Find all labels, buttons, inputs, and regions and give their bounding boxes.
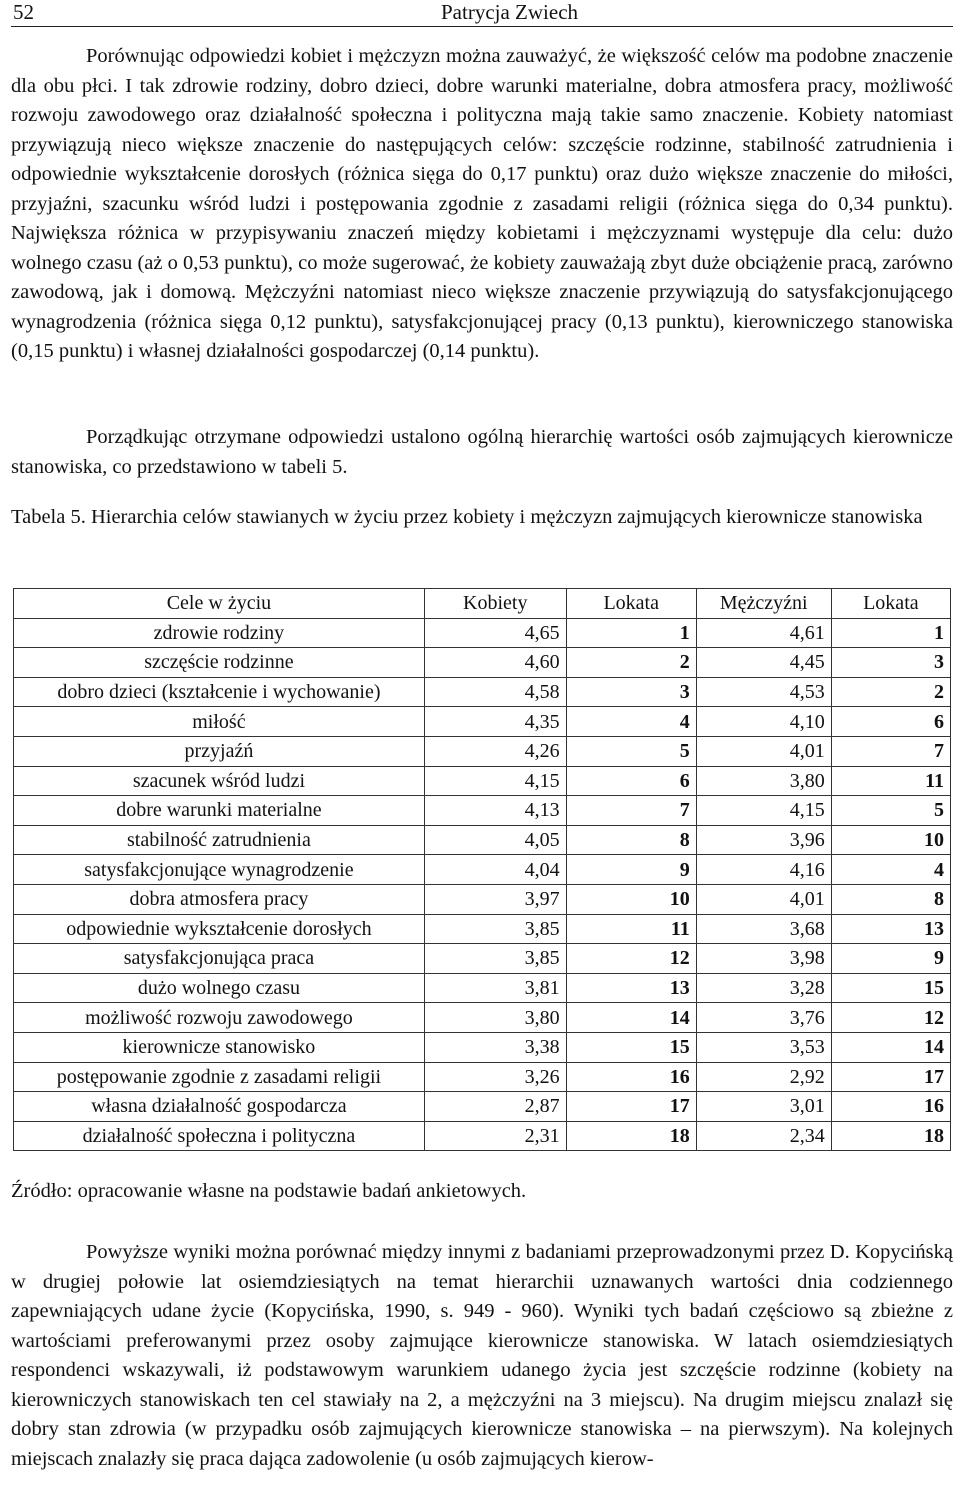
- column-header-men: Mężczyźni: [696, 589, 831, 619]
- table-cell-goal: możliwość rozwoju zawodowego: [14, 1003, 425, 1033]
- table-cell-men-rank: 16: [831, 1092, 950, 1122]
- table-body: [14, 618, 951, 1151]
- table-cell-goal: dużo wolnego czasu: [14, 973, 425, 1003]
- table-cell-men-score: 4,16: [696, 855, 831, 885]
- table-row: [14, 914, 951, 944]
- table-cell-men-score: 3,68: [696, 914, 831, 944]
- table-row: [14, 677, 951, 707]
- table-cell-women-score: 4,04: [424, 855, 566, 885]
- goals-table: [13, 588, 951, 1151]
- table-cell-men-score: 3,28: [696, 973, 831, 1003]
- table-cell-men-rank: 1: [831, 618, 950, 648]
- table-cell-men-score: 3,80: [696, 766, 831, 796]
- table-cell-women-score: 3,38: [424, 1032, 566, 1062]
- table-cell-women-rank: 8: [566, 825, 696, 855]
- table-cell-men-score: 4,61: [696, 618, 831, 648]
- paragraph-text: Powyższe wyniki można porównać między innymi z badaniami przeprowadzonymi przez D. Kopycińską w drugiej połowie lat osiemdziesiątych na temat hierarchii uznawanych wartości dnia codziennego zapewniających udane życie (Kopycińska, 1990, s. 949 - 960). Wyniki tych badań częściowo są zbieżne z wartościami preferowanymi przez osoby zajmujące kierownicze stanowiska. W latach osiemdziesiątych respondenci wskazywali, iż podstawowym warunkiem udanego życia jest szczęście rodzinne (kobiety na kierowniczych stanowiskach ten cel stawiały na 2, a mężczyźni na 3 miejscu). Na drugim miejscu znalazł się dobry stan zdrowia (w przypadku osób zajmujących kierownicze stanowiska – na pierwszym). Na kolejnych miejscach znalazły się praca dająca zadowolenie (u osób zajmujących kierow-: [11, 1241, 953, 1470]
- table-cell-women-score: 3,81: [424, 973, 566, 1003]
- table-cell-women-rank: 10: [566, 884, 696, 914]
- table-cell-men-rank: 3: [831, 648, 950, 678]
- paragraph-text: Porządkując otrzymane odpowiedzi ustalono ogólną hierarchię wartości osób zajmujących kierownicze stanowiska, co przedstawiono w tabeli 5.: [11, 426, 953, 478]
- table-cell-men-rank: 15: [831, 973, 950, 1003]
- table-cell-women-score: 4,58: [424, 677, 566, 707]
- table-cell-women-rank: 5: [566, 736, 696, 766]
- table-row: [14, 766, 951, 796]
- column-header-women-rank: Lokata: [566, 589, 696, 619]
- table-cell-women-score: 4,05: [424, 825, 566, 855]
- table-cell-men-score: 3,76: [696, 1003, 831, 1033]
- table-cell-women-score: 4,35: [424, 707, 566, 737]
- table-cell-women-rank: 7: [566, 796, 696, 826]
- table-cell-women-rank: 16: [566, 1062, 696, 1092]
- table-cell-women-rank: 13: [566, 973, 696, 1003]
- table-row: [14, 648, 951, 678]
- table-cell-men-rank: 10: [831, 825, 950, 855]
- table-cell-goal: dobra atmosfera pracy: [14, 884, 425, 914]
- table-cell-men-rank: 11: [831, 766, 950, 796]
- table-cell-men-score: 3,96: [696, 825, 831, 855]
- table-cell-goal: zdrowie rodziny: [14, 618, 425, 648]
- column-header-women: Kobiety: [424, 589, 566, 619]
- table-cell-men-score: 3,01: [696, 1092, 831, 1122]
- table-cell-goal: satysfakcjonujące wynagrodzenie: [14, 855, 425, 885]
- table-cell-goal: stabilność zatrudnienia: [14, 825, 425, 855]
- table-cell-women-score: 4,26: [424, 736, 566, 766]
- table-cell-men-rank: 7: [831, 736, 950, 766]
- table-cell-goal: miłość: [14, 707, 425, 737]
- table-cell-goal: kierownicze stanowisko: [14, 1032, 425, 1062]
- table-cell-men-rank: 18: [831, 1121, 950, 1151]
- table-cell-goal: działalność społeczna i polityczna: [14, 1121, 425, 1151]
- table-cell-men-score: 4,45: [696, 648, 831, 678]
- paragraph-kopycinska: [11, 1238, 953, 1474]
- table-row: [14, 1121, 951, 1151]
- table-cell-women-rank: 18: [566, 1121, 696, 1151]
- table-cell-women-rank: 6: [566, 766, 696, 796]
- table-cell-men-rank: 17: [831, 1062, 950, 1092]
- table-cell-women-score: 3,26: [424, 1062, 566, 1092]
- table-cell-men-rank: 6: [831, 707, 950, 737]
- paragraph-text: Porównując odpowiedzi kobiet i mężczyzn można zauważyć, że większość celów ma podobne znaczenie dla obu płci. I tak zdrowie rodziny, dobro dzieci, dobre warunki materialne, dobra atmosfera pracy, możliwość rozwoju zawodowego oraz działalność społeczna i polityczna mają takie samo znaczenie. Kobiety natomiast przywiązują nieco większe znaczenie do następujących celów: szczęście rodzinne, stabilność zatrudnienia i odpowiednie wykształcenie dorosłych (różnica sięga do 0,17 punktu) oraz dużo większe znaczenie do miłości, przyjaźni, szacunku wśród ludzi i postępowania zgodnie z zasadami religii (różnica sięga do 0,34 punktu). Największa różnica w przypisywaniu znaczeń między kobietami i mężczyznami występuje dla celu: dużo wolnego czasu (aż o 0,53 punktu), co może sugerować, że kobiety zauważają zbyt duże obciążenie pracą, zarówno zawodową, jak i domową. Mężczyźni natomiast nieco większe znaczenie przywiązują do satysfakcjonującego wynagrodzenia (różnica sięga 0,12 punktu), satysfakcjonującej pracy (0,13 punktu), kierowniczego stanowiska (0,15 punktu) i własnej działalności gospodarczej (0,14 punktu).: [11, 45, 953, 362]
- table-row: [14, 1092, 951, 1122]
- table-cell-men-score: 4,01: [696, 884, 831, 914]
- table-cell-men-rank: 8: [831, 884, 950, 914]
- table-row: [14, 707, 951, 737]
- column-header-men-rank: Lokata: [831, 589, 950, 619]
- table-cell-men-score: 4,10: [696, 707, 831, 737]
- paragraph-hierarchy-intro: [11, 423, 953, 482]
- table-cell-men-score: 4,15: [696, 796, 831, 826]
- table-cell-women-score: 2,87: [424, 1092, 566, 1122]
- table-cell-men-rank: 13: [831, 914, 950, 944]
- table-cell-men-score: 3,53: [696, 1032, 831, 1062]
- table-row: [14, 884, 951, 914]
- table-cell-men-score: 2,92: [696, 1062, 831, 1092]
- running-head-author: Patrycja Zwiech: [441, 0, 579, 24]
- running-header: [11, 0, 953, 27]
- table-cell-men-rank: 5: [831, 796, 950, 826]
- table-row: [14, 618, 951, 648]
- table-cell-women-rank: 12: [566, 944, 696, 974]
- table-cell-goal: dobro dzieci (kształcenie i wychowanie): [14, 677, 425, 707]
- table-cell-women-rank: 15: [566, 1032, 696, 1062]
- table-cell-women-score: 3,80: [424, 1003, 566, 1033]
- table-cell-goal: satysfakcjonująca praca: [14, 944, 425, 974]
- table-cell-men-score: 4,53: [696, 677, 831, 707]
- table-cell-women-score: 3,85: [424, 914, 566, 944]
- table-cell-women-score: 3,97: [424, 884, 566, 914]
- page-number: 52: [13, 0, 34, 24]
- table-cell-goal: szacunek wśród ludzi: [14, 766, 425, 796]
- table-header-row: [14, 589, 951, 619]
- table-cell-women-rank: 2: [566, 648, 696, 678]
- table-cell-women-score: 4,15: [424, 766, 566, 796]
- table-cell-women-rank: 14: [566, 1003, 696, 1033]
- table-cell-men-rank: 9: [831, 944, 950, 974]
- column-header-goal: Cele w życiu: [14, 589, 425, 619]
- table-cell-goal: przyjaźń: [14, 736, 425, 766]
- table-cell-goal: własna działalność gospodarcza: [14, 1092, 425, 1122]
- table-cell-women-score: 4,13: [424, 796, 566, 826]
- table-cell-women-rank: 11: [566, 914, 696, 944]
- table-cell-women-rank: 1: [566, 618, 696, 648]
- table-row: [14, 1032, 951, 1062]
- table-cell-men-rank: 4: [831, 855, 950, 885]
- table-row: [14, 973, 951, 1003]
- table-cell-women-rank: 3: [566, 677, 696, 707]
- table-caption: Tabela 5. Hierarchia celów stawianych w życiu przez kobiety i mężczyzn zajmujących kierownicze stanowiska: [11, 506, 923, 528]
- table-cell-women-score: 4,65: [424, 618, 566, 648]
- table-cell-women-rank: 17: [566, 1092, 696, 1122]
- table-row: [14, 944, 951, 974]
- table-cell-men-score: 2,34: [696, 1121, 831, 1151]
- table-cell-women-score: 2,31: [424, 1121, 566, 1151]
- table-cell-men-rank: 12: [831, 1003, 950, 1033]
- table-cell-goal: dobre warunki materialne: [14, 796, 425, 826]
- table-cell-women-score: 4,60: [424, 648, 566, 678]
- table-cell-goal: postępowanie zgodnie z zasadami religii: [14, 1062, 425, 1092]
- table-cell-men-rank: 14: [831, 1032, 950, 1062]
- table-row: [14, 736, 951, 766]
- table-cell-women-score: 3,85: [424, 944, 566, 974]
- table-row: [14, 825, 951, 855]
- table-cell-goal: odpowiednie wykształcenie dorosłych: [14, 914, 425, 944]
- table-cell-women-rank: 4: [566, 707, 696, 737]
- table-source-note: Źródło: opracowanie własne na podstawie badań ankietowych.: [11, 1180, 527, 1202]
- table-row: [14, 1062, 951, 1092]
- table-cell-goal: szczęście rodzinne: [14, 648, 425, 678]
- table-cell-men-score: 3,98: [696, 944, 831, 974]
- table-row: [14, 855, 951, 885]
- table-cell-men-score: 4,01: [696, 736, 831, 766]
- table-row: [14, 796, 951, 826]
- table-row: [14, 1003, 951, 1033]
- paragraph-comparison: [11, 42, 953, 367]
- table-cell-men-rank: 2: [831, 677, 950, 707]
- table-cell-women-rank: 9: [566, 855, 696, 885]
